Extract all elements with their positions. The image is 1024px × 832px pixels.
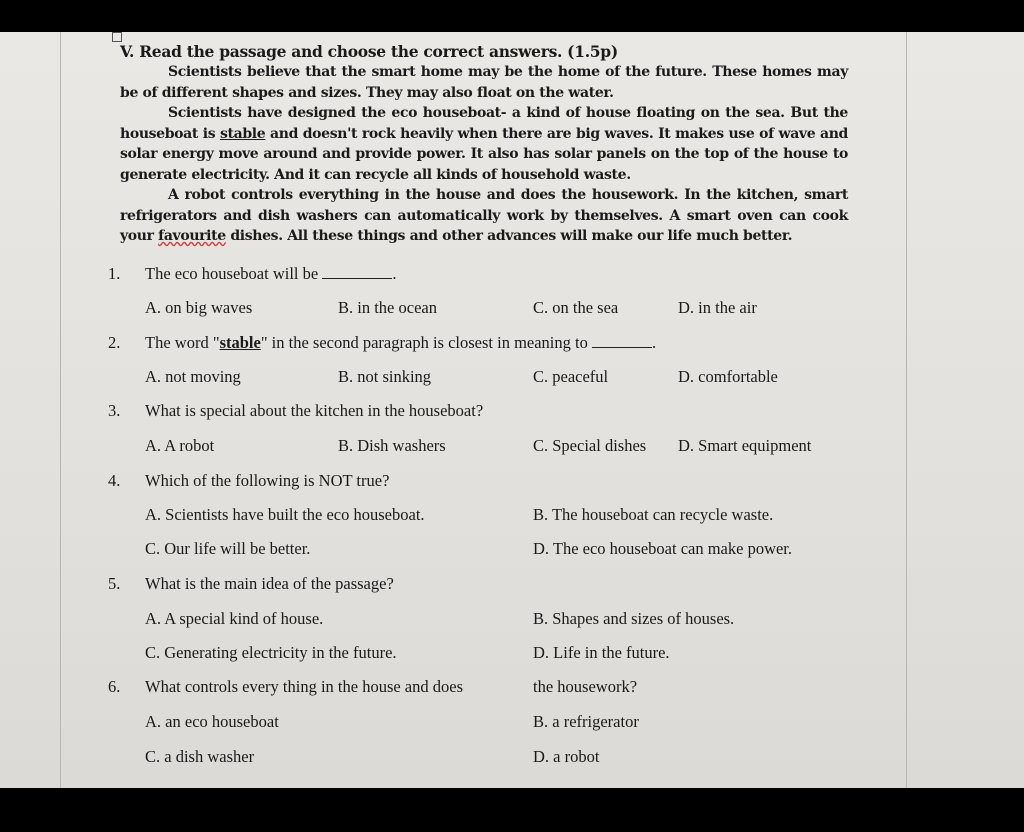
- question-end-mark: .: [651, 333, 657, 352]
- underlined-word-stable: stable: [219, 125, 266, 142]
- reading-section: [120, 42, 848, 247]
- question-stem: " in the second paragraph is closest in meaning to: [260, 333, 588, 352]
- q6-option-d: D. a robot: [533, 747, 600, 766]
- q4-option-b: B. The houseboat can recycle waste.: [533, 505, 774, 524]
- q5-option-b: B. Shapes and sizes of houses.: [533, 609, 735, 628]
- question-text: [145, 333, 656, 353]
- question-number: 1.: [108, 264, 121, 283]
- q3-option-d: D. Smart equipment: [678, 436, 812, 455]
- q2-option-d: D. comfortable: [678, 367, 778, 386]
- q6-option-c: C. a dish washer: [145, 747, 255, 766]
- q1-option-c: C. on the sea: [533, 298, 619, 317]
- answer-blank: [592, 333, 652, 348]
- question-text: What controls every thing in the house and does: [145, 677, 464, 696]
- underlined-word-stable: stable: [219, 333, 261, 352]
- question-number: 5.: [108, 574, 121, 593]
- question-text: What is the main idea of the passage?: [145, 574, 394, 593]
- q2-option-b: B. not sinking: [338, 367, 432, 386]
- question-text: Which of the following is NOT true?: [145, 471, 390, 490]
- question-number: 2.: [108, 333, 121, 352]
- q1-option-a: A. on big waves: [145, 298, 253, 317]
- q6-option-b: B. a refrigerator: [533, 712, 639, 731]
- document-page: [0, 32, 1024, 788]
- paragraph-text: A robot controls everything in the house and does the housework. In the kitchen, smart refrigerators and dish washers can automatically work by themselves. A smart oven can cook your: [120, 187, 848, 244]
- question-end-mark: .: [392, 264, 397, 283]
- q5-option-c: C. Generating electricity in the future.: [145, 643, 397, 662]
- question-number: 3.: [108, 401, 121, 420]
- page-right-rule: [906, 32, 907, 788]
- question-6: [108, 677, 838, 699]
- passage-paragraph-1: Scientists believe that the smart home may be the home of the future. These homes may be of different shapes and sizes. They may also float on the water.: [120, 64, 848, 101]
- question-text: [145, 264, 396, 284]
- question-number: 4.: [108, 471, 121, 490]
- section-heading: V. Read the passage and choose the correct answers. (1.5p): [120, 42, 618, 61]
- q4-option-a: A. Scientists have built the eco houseboat.: [145, 505, 425, 524]
- question-stem: The eco houseboat will be: [145, 264, 319, 283]
- passage: [120, 62, 848, 247]
- checkbox-icon: [112, 32, 122, 42]
- q2-option-a: A. not moving: [145, 367, 241, 386]
- spellcheck-word-favourite: favourite: [158, 228, 226, 244]
- q3-option-b: B. Dish washers: [338, 436, 446, 455]
- passage-paragraph-3: [120, 185, 848, 247]
- question-number: 6.: [108, 677, 121, 696]
- paragraph-text: and doesn't rock heavily when there are big waves. It makes use of wave and solar energy move around and provide power. It also has solar panels on the top of the house to generate electricity. And it can recycle all kinds of household waste.: [120, 125, 848, 183]
- answer-blank: [322, 264, 392, 279]
- q3-option-a: A. A robot: [145, 436, 215, 455]
- q5-option-a: A. A special kind of house.: [145, 609, 324, 628]
- q3-option-c: C. Special dishes: [533, 436, 647, 455]
- question-text: What is special about the kitchen in the houseboat?: [145, 401, 484, 420]
- q1-option-d: D. in the air: [678, 298, 757, 317]
- q1-option-b: B. in the ocean: [338, 298, 437, 317]
- question-text-continued: the housework?: [533, 677, 638, 696]
- passage-paragraph-2: [120, 103, 848, 185]
- q6-option-a: A. an eco houseboat: [145, 712, 279, 731]
- q2-option-c: C. peaceful: [533, 367, 609, 386]
- paragraph-text: Scientists have designed the eco houseboat- a kind of house floating on the sea. But the houseboat is: [120, 105, 848, 142]
- question-stem: The word ": [145, 333, 220, 352]
- q4-option-c: C. Our life will be better.: [145, 539, 311, 558]
- q5-option-d: D. Life in the future.: [533, 643, 670, 662]
- q4-option-d: D. The eco houseboat can make power.: [533, 539, 793, 558]
- page-left-rule: [60, 32, 61, 788]
- paragraph-text: dishes. All these things and other advances will make our life much better.: [225, 228, 793, 244]
